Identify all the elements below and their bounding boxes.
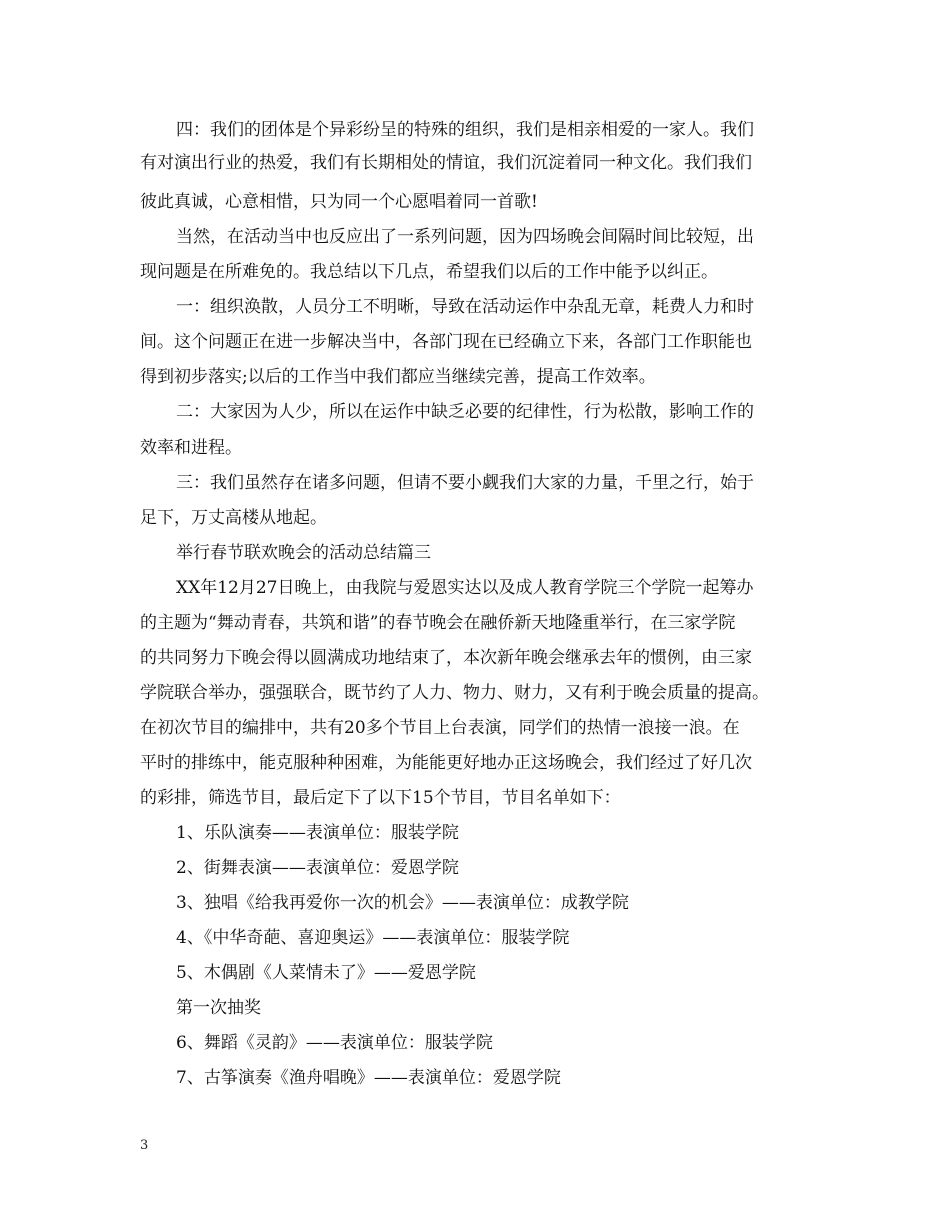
paragraph-line: 学院联合举办，强强联合，既节约了人力、物力、财力，又有利于晚会质量的提高。 xyxy=(140,683,769,703)
program-item: 3、独唱《给我再爱你一次的机会》——表演单位：成教学院 xyxy=(176,893,629,913)
paragraph-line: 彼此真诚，心意相惜，只为同一个心愿唱着同一首歌! xyxy=(140,192,538,212)
paragraph-line: 的共同努力下晚会得以圆满成功地结束了，本次新年晚会继承去年的惯例，由三家 xyxy=(140,648,752,668)
program-item: 7、古筝演奏《渔舟唱晚》——表演单位：爱恩学院 xyxy=(176,1068,561,1088)
lottery-line: 第一次抽奖 xyxy=(176,998,261,1018)
section-heading: 举行春节联欢晚会的活动总结篇三 xyxy=(176,543,431,563)
paragraph-line: 一：组织涣散，人员分工不明晰，导致在活动运作中杂乱无章，耗费人力和时 xyxy=(176,297,754,317)
paragraph-line: 效率和进程。 xyxy=(140,438,242,458)
program-item: 4、《中华奇葩、喜迎奥运》——表演单位：服装学院 xyxy=(176,928,570,948)
program-item: 2、街舞表演——表演单位：爱恩学院 xyxy=(176,858,459,878)
paragraph-line: XX年12月27日晚上，由我院与爱恩实达以及成人教育学院三个学院一起筹办 xyxy=(176,578,754,598)
program-item: 1、乐队演奏——表演单位：服装学院 xyxy=(176,823,459,843)
paragraph-line: 三：我们虽然存在诸多问题，但请不要小觑我们大家的力量，千里之行，始于 xyxy=(176,473,754,493)
paragraph-line: 二：大家因为人少，所以在运作中缺乏必要的纪律性，行为松散，影响工作的 xyxy=(176,402,754,422)
paragraph-line: 现问题是在所难免的。我总结以下几点，希望我们以后的工作中能予以纠正。 xyxy=(140,262,718,282)
page-number: 3 xyxy=(140,1138,149,1153)
paragraph-line: 足下，万丈高楼从地起。 xyxy=(140,508,327,528)
paragraph-line: 间。这个问题正在进一步解决当中，各部门现在已经确立下来，各部门工作职能也 xyxy=(140,332,752,352)
program-item: 5、木偶剧《人菜情未了》——爱恩学院 xyxy=(176,963,476,983)
program-item: 6、舞蹈《灵韵》——表演单位：服装学院 xyxy=(176,1033,493,1053)
paragraph-line: 在初次节目的编排中，共有20多个节目上台表演，同学们的热情一浪接一浪。在 xyxy=(140,718,740,738)
paragraph-line: 得到初步落实;以后的工作当中我们都应当继续完善，提高工作效率。 xyxy=(140,367,656,387)
paragraph-line: 有对演出行业的热爱，我们有长期相处的情谊，我们沉淀着同一种文化。我们我们 xyxy=(140,153,752,173)
paragraph-line: 平时的排练中，能克服种种困难，为能能更好地办正这场晚会，我们经过了好几次 xyxy=(140,753,752,773)
paragraph-line: 四：我们的团体是个异彩纷呈的特殊的组织，我们是相亲相爱的一家人。我们 xyxy=(176,120,754,140)
paragraph-line: 当然，在活动当中也反应出了一系列问题，因为四场晚会间隔时间比较短，出 xyxy=(176,227,754,247)
paragraph-line: 的彩排，筛选节目，最后定下了以下15个节目，节目名单如下： xyxy=(140,788,621,808)
paragraph-line: 的主题为“舞动青春，共筑和谐”的春节晚会在融侨新天地隆重举行，在三家学院 xyxy=(140,613,736,633)
